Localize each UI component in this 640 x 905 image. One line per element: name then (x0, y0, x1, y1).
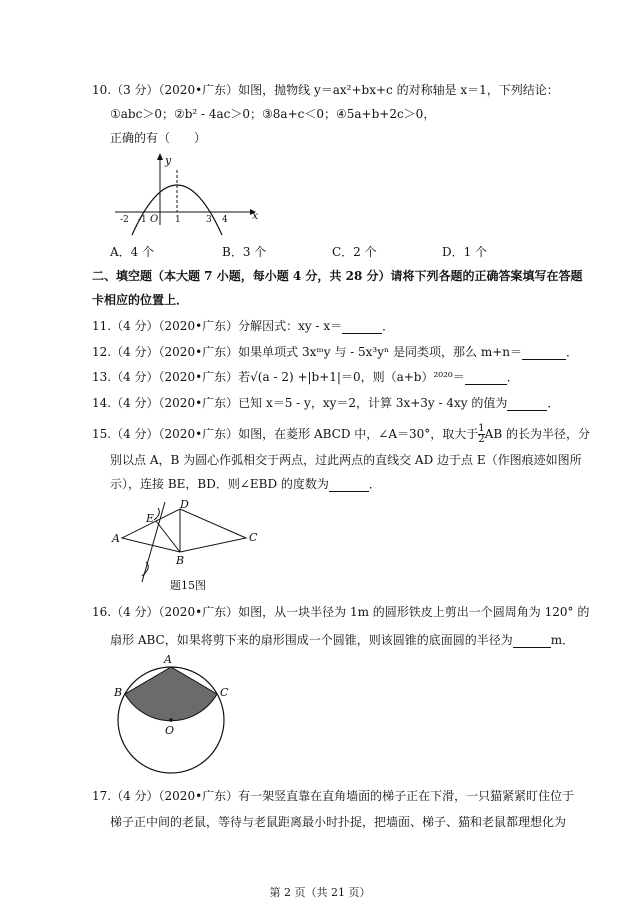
q15-line1a: 15.（4 分）（2020•广东）如图，在菱形 ABCD 中，∠A＝30°，取大于 (92, 427, 479, 441)
tick-3: 3 (206, 215, 212, 225)
tick-1: 1 (175, 215, 181, 225)
q14-text: 14.（4 分）（2020•广东）已知 x＝5 - y，xy＝2，计算 3x+3y - 4xy 的值为 (92, 396, 508, 410)
rhombus (122, 509, 246, 552)
q10-option-c: C．2 个 (332, 245, 377, 259)
center-point (169, 718, 173, 722)
q15-line1b: AB 的长为半径，分 (484, 427, 590, 441)
q11 (92, 318, 394, 334)
q15-line2: 别以点 A，B 为圆心作弧相交于两点，过此两点的直线交 AD 边于点 E（作图痕迹如图所 (110, 453, 582, 467)
section2-heading-line2: 卡相应的位置上． (92, 293, 189, 307)
q10-option-b: B．3 个 (222, 245, 267, 259)
q10-parabola-graph (110, 150, 270, 230)
page-footer: 第 2 页（共 21 页） (269, 886, 371, 899)
q16-circle-sector-figure (108, 652, 248, 777)
q13 (92, 369, 519, 385)
tick-neg2: -2 (120, 215, 129, 225)
tick-4: 4 (222, 215, 228, 225)
q12 (92, 344, 578, 360)
q12-answer-blank (522, 347, 566, 360)
q11-tail: ． (382, 319, 395, 333)
q13-text: 13.（4 分）（2020•广东）若√(a - 2) +|b+1|＝0，则（a+b）²⁰²⁰＝ (92, 370, 465, 384)
q16-line1: 16.（4 分）（2020•广东）如图，从一块半径为 1m 的圆形铁皮上剪出一个圆周角为 120° 的 (92, 605, 590, 619)
y-axis-arrow (157, 153, 163, 160)
q10-line3: 正确的有（ ） (110, 131, 207, 145)
q13-answer-blank (465, 372, 507, 385)
origin-label: O (150, 214, 159, 225)
label-c: C (220, 686, 229, 699)
q15-fraction: $\frac{1}{2}$ (478, 423, 485, 445)
q17-line1: 17.（4 分）（2020•广东）有一架竖直靠在直角墙面的梯子正在下滑，一只猫紧紧盯住位于 (92, 789, 575, 803)
q15-line3: 示），连接 BE，BD．则∠EBD 的度数为 ． (110, 477, 381, 491)
label-a: A (112, 532, 120, 545)
q14-tail: ． (547, 396, 560, 410)
q10-option-d: D．1 个 (442, 245, 488, 259)
q10-line2: ①abc＞0；②b² - 4ac＞0；③8a+c＜0；④5a+b+2c＞0， (110, 107, 436, 121)
label-a: A (164, 653, 172, 666)
q12-tail: ． (565, 345, 578, 359)
q13-tail: ． (506, 370, 519, 384)
label-d: D (180, 498, 189, 511)
x-label: x (252, 209, 259, 222)
q15-line1 (92, 424, 590, 445)
q10-line1: 10.（3 分）（2020•广东）如图，抛物线 y＝ax²+bx+c 的对称轴是 x＝1，下列结论： (92, 83, 559, 97)
q11-text: 11.（4 分）（2020•广东）分解因式：xy - x＝ (92, 319, 343, 333)
label-b: B (114, 686, 123, 699)
q17-line2: 梯子正中间的老鼠，等待与老鼠距离最小时扑捉，把墙面、梯子、猫和老鼠都理想化为 (110, 815, 567, 829)
q12-text: 12.（4 分）（2020•广东）如果单项式 3xᵐy 与 - 5x³yⁿ 是同类项，那么 m+n＝ (92, 345, 522, 359)
q15-answer-blank (329, 479, 369, 492)
q14 (92, 395, 559, 411)
q15-caption: 题15图 (170, 579, 206, 592)
q14-answer-blank (507, 398, 547, 411)
sector-abc (125, 667, 217, 721)
section2-heading-line1: 二、填空题（本大题 7 小题，每小题 4 分，共 28 分）请将下列各题的正确答案填写在答题 (92, 269, 583, 283)
q10-option-a: A．4 个 (110, 245, 155, 259)
tick-neg1: -1 (138, 215, 147, 225)
label-e: E (146, 512, 155, 525)
arc-lower (142, 562, 148, 576)
label-b: B (176, 554, 185, 567)
label-o: O (165, 724, 175, 737)
q16-line2: 扇形 ABC，如果将剪下来的扇形围成一个圆锥，则该圆锥的底面圆的半径为 m． (110, 633, 575, 647)
arc-upper (154, 508, 159, 520)
y-label: y (165, 154, 172, 167)
q15-rhombus-figure (110, 500, 270, 595)
label-c: C (249, 531, 258, 544)
q11-answer-blank (342, 321, 382, 334)
q16-answer-blank (513, 635, 551, 648)
